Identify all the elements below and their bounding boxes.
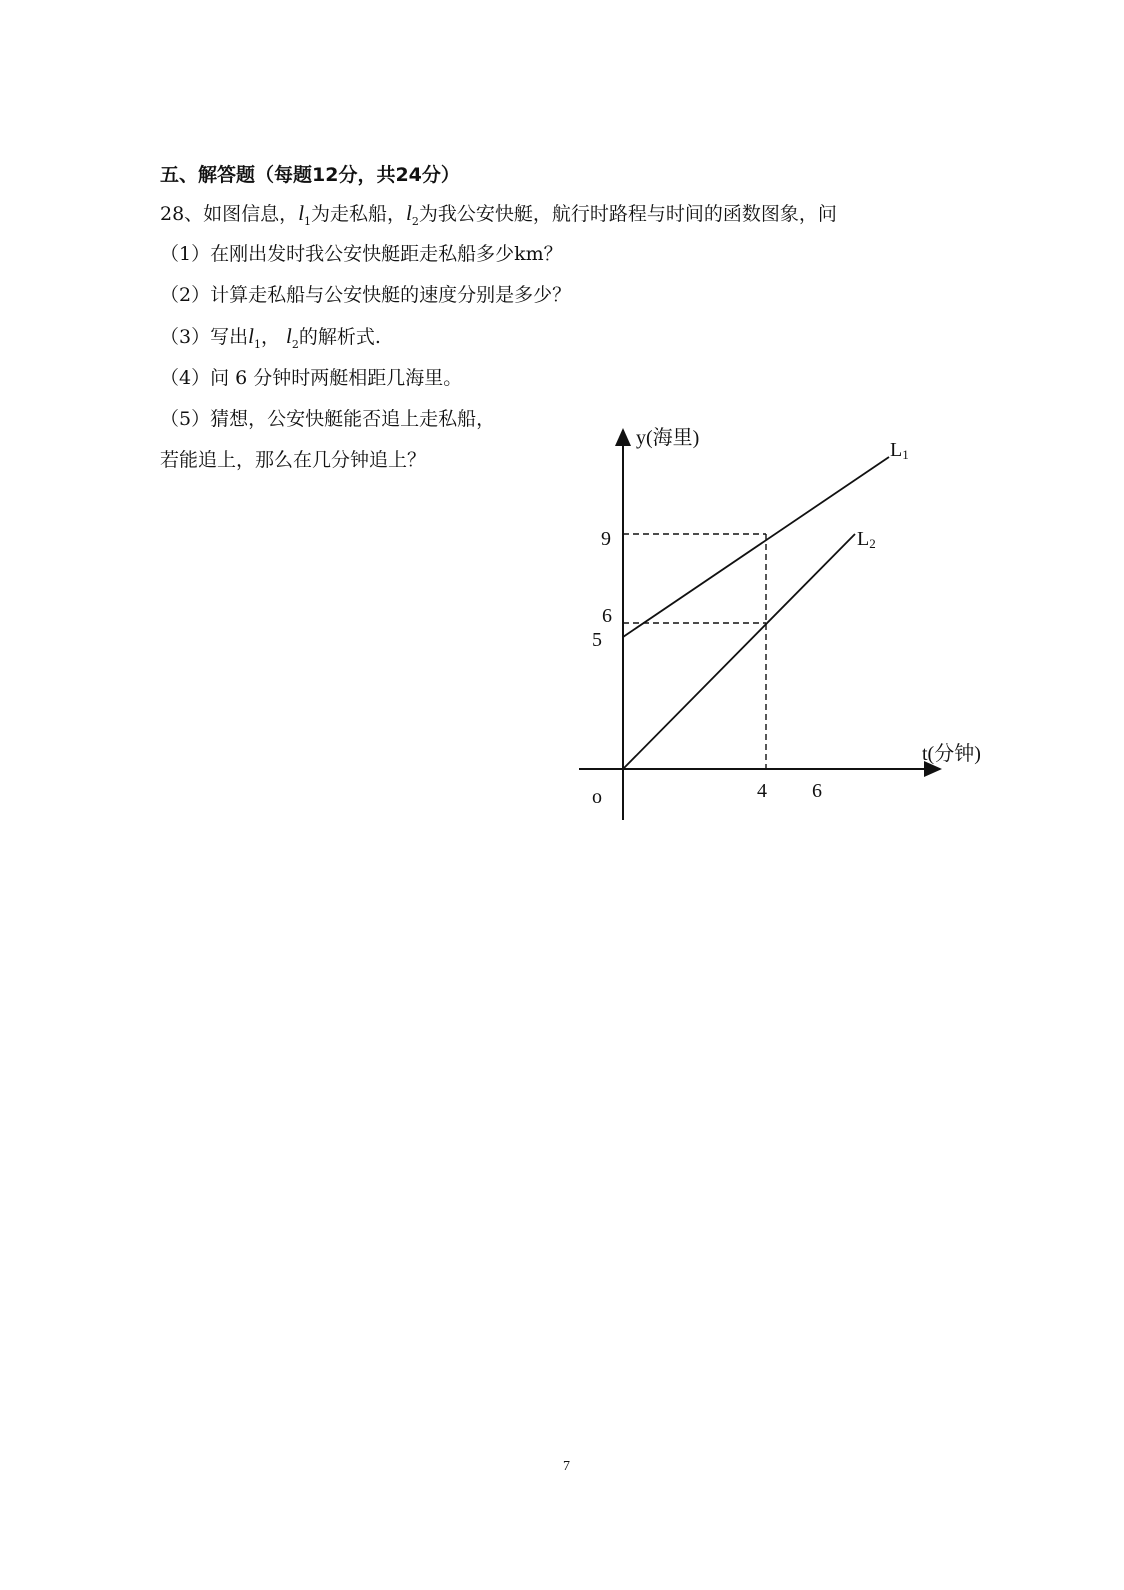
x-axis-label: t(分钟) — [922, 743, 981, 765]
l1-sub: 1 — [253, 337, 261, 351]
part3-sep: ， — [260, 326, 280, 348]
part-1: （1）在刚出发时我公安快艇距走私船多少km？ — [160, 243, 563, 265]
series-line-L2 — [623, 534, 855, 769]
l2-sub: 2 — [411, 214, 419, 228]
y-tick-5: 5 — [592, 629, 602, 651]
page-number: 7 — [563, 1459, 570, 1474]
y-tick-6: 6 — [602, 605, 612, 627]
part-5: （5）猜想，公安快艇能否追上走私船， — [160, 408, 496, 430]
series-line-L1 — [623, 457, 889, 637]
stem-mid2: 为我公安快艇，航行时路程与时间的函数图象，问 — [418, 203, 837, 225]
part-5-cont: 若能追上，那么在几分钟追上？ — [160, 449, 427, 471]
part3-suffix: 的解析式. — [298, 326, 381, 348]
part3-prefix: （3）写出 — [160, 326, 249, 348]
stem-mid1: 为走私船， — [311, 203, 407, 225]
part-4: （4）问 6 分钟时两艇相距几海里。 — [160, 367, 463, 389]
origin-label: o — [592, 786, 602, 808]
y-axis-label: y(海里) — [636, 427, 700, 449]
y-tick-9: 9 — [601, 528, 611, 550]
section-title: 五、解答题（每题12分，共24分） — [160, 164, 460, 186]
part-2: （2）计算走私船与公安快艇的速度分别是多少？ — [160, 284, 572, 306]
l1-var: l — [248, 324, 254, 348]
x-tick-6: 6 — [812, 780, 822, 802]
l2-var: l — [406, 201, 412, 225]
l1-sub: 1 — [304, 214, 312, 228]
x-tick-4: 4 — [757, 780, 767, 802]
stem-prefix: 28、如图信息， — [160, 203, 299, 225]
series-label-L2: L2 — [857, 528, 876, 551]
l2-var: l — [286, 324, 292, 348]
series-label-L1: L1 — [890, 439, 909, 462]
l2-sub: 2 — [291, 337, 299, 351]
l1-var: l — [298, 201, 305, 225]
